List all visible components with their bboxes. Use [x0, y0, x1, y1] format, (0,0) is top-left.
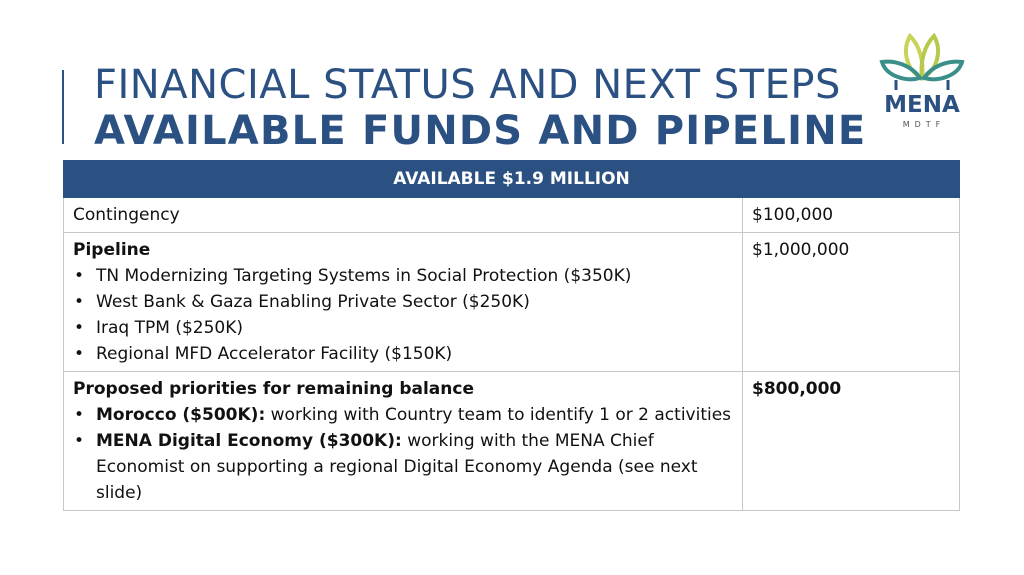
priority-text: working with Country team to identify 1 or 2 activities [265, 405, 732, 425]
pipeline-cell [64, 233, 743, 372]
slide-subtitle: AVAILABLE FUNDS AND PIPELINE [94, 108, 867, 154]
contingency-amount: $100,000 [743, 198, 960, 233]
title-accent-bar [62, 70, 64, 144]
list-item: • Regional MFD Accelerator Facility ($150K) [73, 341, 733, 367]
slide-title: FINANCIAL STATUS AND NEXT STEPS [94, 62, 841, 108]
logo-subtext: MDTF [902, 120, 946, 129]
leaf-logo-icon [876, 30, 968, 92]
list-item: • TN Modernizing Targeting Systems in Social Protection ($350K) [73, 263, 733, 289]
funds-table [63, 160, 960, 511]
table-row-priorities [64, 372, 960, 511]
priority-name: Morocco ($500K): [96, 405, 266, 425]
table-header-row [64, 161, 960, 198]
priority-text: working with the MENA Chief Economist on supporting a regional Digital Economy Agenda (see next slide) [96, 431, 698, 503]
list-item: • Iraq TPM ($250K) [73, 315, 733, 341]
logo-wordmark: MENA [884, 92, 960, 118]
mena-mdtf-logo [876, 30, 968, 135]
table-row-contingency [64, 198, 960, 233]
table-row-pipeline [64, 233, 960, 372]
priorities-amount: $800,000 [743, 372, 960, 511]
list-item [73, 402, 733, 428]
pipeline-list [73, 263, 733, 367]
pipeline-label: Pipeline [73, 240, 151, 260]
priorities-label: Proposed priorities for remaining balance [73, 379, 474, 399]
list-item [73, 428, 733, 506]
list-item: • West Bank & Gaza Enabling Private Sector ($250K) [73, 289, 733, 315]
priorities-cell [64, 372, 743, 511]
priorities-list [73, 402, 733, 506]
contingency-label: Contingency [64, 198, 743, 233]
available-funds-header: AVAILABLE $1.9 MILLION [64, 161, 960, 198]
priority-name: MENA Digital Economy ($300K): [96, 431, 402, 451]
pipeline-amount: $1,000,000 [743, 233, 960, 372]
